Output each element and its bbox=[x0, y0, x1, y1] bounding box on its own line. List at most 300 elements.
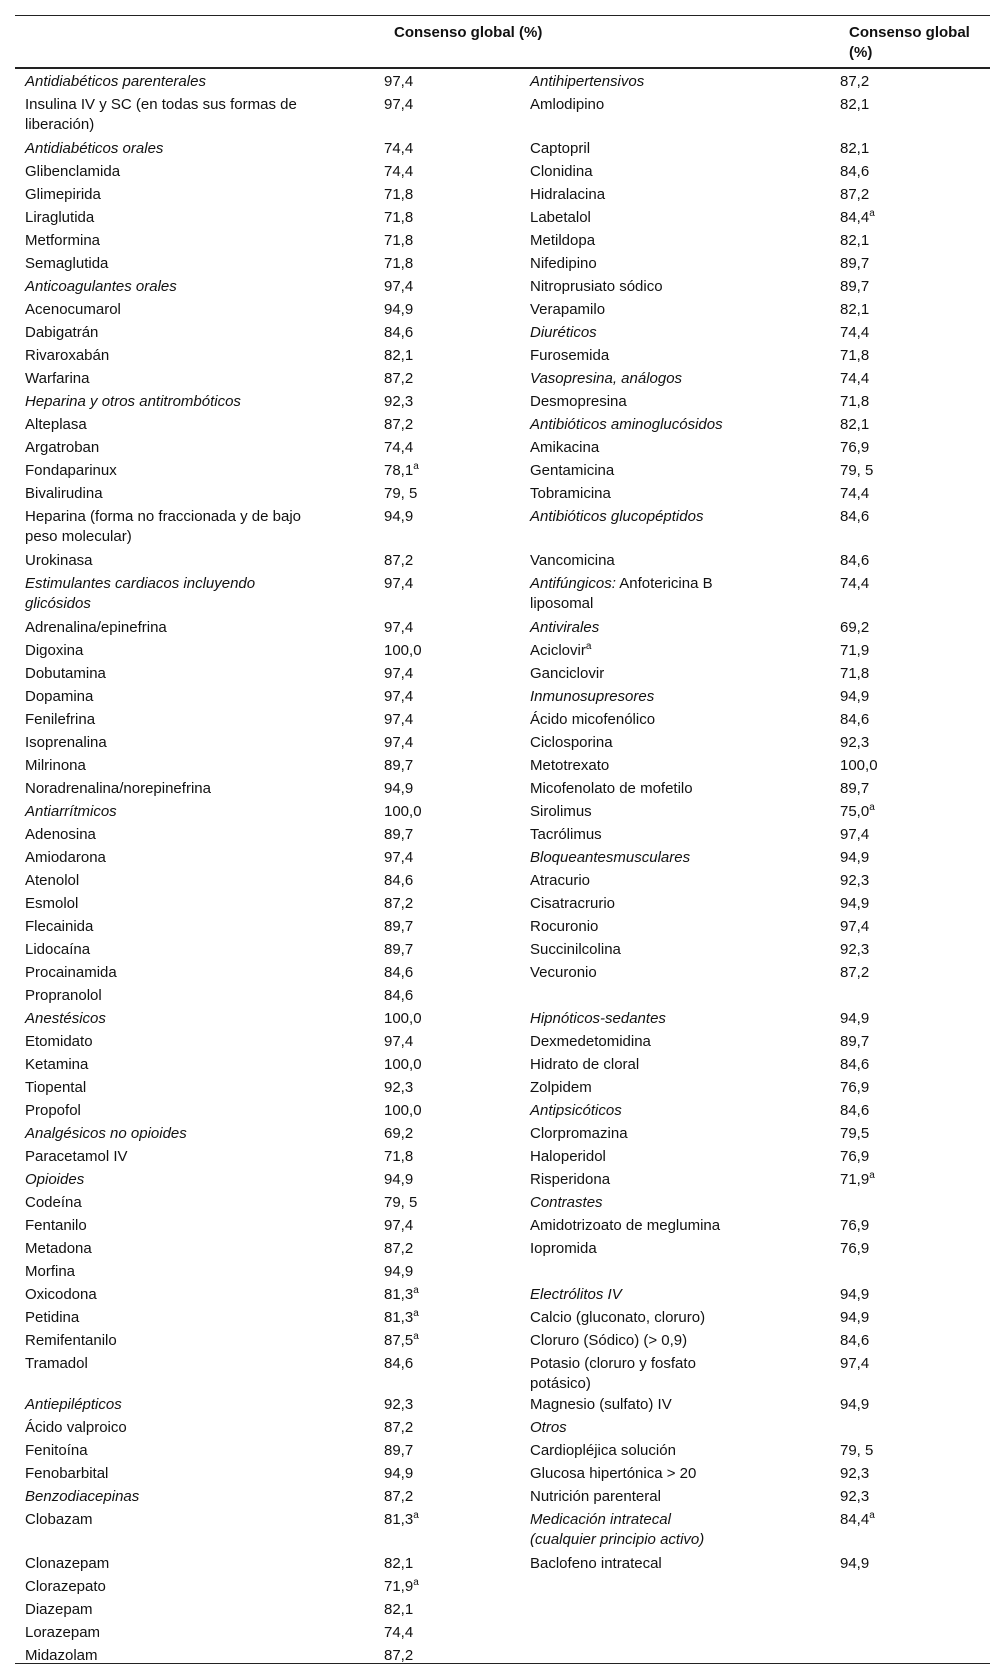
drug-label: Anfotericina B liposomal bbox=[530, 575, 713, 612]
drug-label: Morfina bbox=[25, 1263, 76, 1280]
consensus-percent: 100,0 bbox=[840, 757, 878, 774]
drug-name-right bbox=[530, 962, 840, 985]
consensus-value-right bbox=[840, 1599, 990, 1622]
drug-label: Tacrólimus bbox=[530, 826, 602, 843]
drug-name-text-wrap bbox=[25, 438, 325, 458]
consensus-value-right bbox=[840, 1054, 990, 1077]
drug-label: Argatroban bbox=[25, 439, 100, 456]
drug-name-text-wrap bbox=[25, 963, 325, 983]
table-row bbox=[15, 985, 990, 1008]
drug-name-right bbox=[530, 1622, 840, 1645]
drug-name-text-wrap bbox=[25, 254, 325, 274]
consensus-value-right bbox=[840, 709, 990, 732]
drug-name-text-wrap bbox=[530, 438, 740, 458]
consensus-value-left bbox=[384, 847, 530, 870]
consensus-percent: 82,1 bbox=[384, 1601, 414, 1618]
table-row bbox=[15, 893, 990, 916]
drug-name-right bbox=[530, 916, 840, 939]
drug-name-text-wrap bbox=[530, 277, 740, 297]
consensus-percent: 97,4 bbox=[384, 1217, 414, 1234]
table-row bbox=[15, 94, 990, 138]
consensus-percent: 84,6 bbox=[840, 1056, 870, 1073]
consensus-percent: 97,4 bbox=[384, 665, 414, 682]
drug-name-text-wrap bbox=[25, 1464, 325, 1484]
consensus-value-left bbox=[384, 732, 530, 755]
drug-label: Oxicodona bbox=[25, 1286, 97, 1303]
drug-name-text-wrap bbox=[25, 1354, 325, 1374]
drug-name-right bbox=[530, 1417, 840, 1440]
drug-name-right bbox=[530, 299, 840, 322]
consensus-value-right bbox=[840, 1645, 990, 1668]
drug-name-left bbox=[15, 276, 384, 299]
consensus-value-left bbox=[384, 1169, 530, 1192]
drug-name-right bbox=[530, 506, 840, 550]
category-label: Otros bbox=[530, 1419, 567, 1436]
consensus-percent: 100,0 bbox=[384, 1102, 422, 1119]
drug-name-left bbox=[15, 1553, 384, 1576]
category-label: Electrólitos IV bbox=[530, 1286, 622, 1303]
consensus-value-right bbox=[840, 1146, 990, 1169]
drug-label: Isoprenalina bbox=[25, 734, 107, 751]
table-row bbox=[15, 778, 990, 801]
consensus-percent: 82,1 bbox=[840, 96, 870, 113]
drug-name-text-wrap bbox=[25, 551, 325, 571]
consensus-value-left bbox=[384, 1100, 530, 1123]
drug-name-left bbox=[15, 755, 384, 778]
drug-name-text-wrap bbox=[530, 802, 740, 822]
footnote-marker: a bbox=[413, 1331, 419, 1342]
table-row bbox=[15, 640, 990, 663]
consensus-percent: 100,0 bbox=[384, 1056, 422, 1073]
drug-name-left bbox=[15, 1486, 384, 1509]
drug-label: Dobutamina bbox=[25, 665, 106, 682]
drug-name-right bbox=[530, 870, 840, 893]
drug-name-left bbox=[15, 1645, 384, 1668]
consensus-percent: 84,4 bbox=[840, 209, 870, 226]
drug-name-text-wrap bbox=[25, 1055, 325, 1075]
drug-name-text-wrap bbox=[530, 231, 740, 251]
consensus-value-left bbox=[384, 778, 530, 801]
drug-name-text-wrap bbox=[25, 1170, 325, 1190]
drug-name-left bbox=[15, 391, 384, 414]
drug-name-text-wrap bbox=[530, 1487, 740, 1507]
table-row bbox=[15, 391, 990, 414]
consensus-value-right bbox=[840, 299, 990, 322]
drug-label: Propofol bbox=[25, 1102, 81, 1119]
consensus-percent: 89,7 bbox=[840, 278, 870, 295]
consensus-value-left bbox=[384, 322, 530, 345]
category-label: Medicación intratecal (cualquier principio activo) bbox=[530, 1511, 705, 1548]
consensus-value-left bbox=[384, 1553, 530, 1576]
drug-name-left bbox=[15, 94, 384, 138]
header-consensus-left-label: Consenso global (%) bbox=[394, 24, 543, 41]
consensus-value-right bbox=[840, 322, 990, 345]
category-label: Diuréticos bbox=[530, 324, 597, 341]
drug-label: Remifentanilo bbox=[25, 1332, 117, 1349]
drug-name-left bbox=[15, 483, 384, 506]
drug-name-text-wrap bbox=[25, 1124, 325, 1144]
consensus-percent: 71,9 bbox=[384, 1578, 414, 1595]
consensus-percent: 79, 5 bbox=[840, 1442, 874, 1459]
drug-name-text-wrap bbox=[530, 848, 740, 868]
drug-name-text-wrap bbox=[530, 1078, 740, 1098]
consensus-percent: 87,2 bbox=[384, 370, 414, 387]
consensus-percent: 71,9 bbox=[840, 1171, 870, 1188]
consensus-value-left bbox=[384, 1463, 530, 1486]
drug-name-text-wrap bbox=[530, 323, 740, 343]
consensus-percent: 74,4 bbox=[840, 485, 870, 502]
drug-name-text-wrap bbox=[25, 1147, 325, 1167]
consensus-percent: 92,3 bbox=[840, 734, 870, 751]
consensus-value-right bbox=[840, 230, 990, 253]
consensus-percent: 76,9 bbox=[840, 1217, 870, 1234]
consensus-value-left bbox=[384, 617, 530, 640]
drug-label: Desmopresina bbox=[530, 393, 627, 410]
consensus-value-left bbox=[384, 1440, 530, 1463]
table-row bbox=[15, 1599, 990, 1622]
drug-label: Adenosina bbox=[25, 826, 96, 843]
drug-name-right bbox=[530, 686, 840, 709]
category-label: Vasopresina, análogos bbox=[530, 370, 683, 387]
drug-name-right bbox=[530, 437, 840, 460]
table-row bbox=[15, 1031, 990, 1054]
table-row bbox=[15, 1100, 990, 1123]
drug-name-text-wrap bbox=[25, 162, 325, 182]
table-header-rule bbox=[15, 67, 990, 69]
drug-label: Midazolam bbox=[25, 1647, 98, 1664]
drug-name-text-wrap bbox=[530, 1285, 740, 1305]
consensus-percent: 87,2 bbox=[840, 964, 870, 981]
footnote-marker: a bbox=[869, 1510, 875, 1521]
drug-label: Fondaparinux bbox=[25, 462, 117, 479]
drug-label: Zolpidem bbox=[530, 1079, 592, 1096]
consensus-value-left bbox=[384, 1599, 530, 1622]
drug-name-left bbox=[15, 939, 384, 962]
consensus-percent: 97,4 bbox=[840, 1355, 870, 1372]
drug-name-text-wrap bbox=[25, 1216, 325, 1236]
consensus-percent: 76,9 bbox=[840, 1240, 870, 1257]
consensus-value-right bbox=[840, 1330, 990, 1353]
consensus-value-left bbox=[384, 1261, 530, 1284]
consensus-value-left bbox=[384, 138, 530, 161]
drug-label: Potasio (cloruro y fosfato potásico) bbox=[530, 1355, 696, 1392]
drug-name-text-wrap bbox=[530, 687, 740, 707]
table-row bbox=[15, 1440, 990, 1463]
drug-name-text-wrap bbox=[25, 1285, 325, 1305]
footnote-marker: a bbox=[869, 1170, 875, 1181]
drug-name-text-wrap bbox=[530, 1308, 740, 1328]
drug-label: Calcio (gluconato, cloruro) bbox=[530, 1309, 706, 1326]
consensus-value-left bbox=[384, 663, 530, 686]
drug-label: Amikacina bbox=[530, 439, 600, 456]
consensus-value-left bbox=[384, 483, 530, 506]
drug-name-left bbox=[15, 71, 384, 94]
drug-name-text-wrap bbox=[530, 551, 740, 571]
drug-name-left bbox=[15, 1192, 384, 1215]
consensus-percent: 94,9 bbox=[840, 1396, 870, 1413]
drug-name-right bbox=[530, 368, 840, 391]
consensus-percent: 87,2 bbox=[384, 1240, 414, 1257]
drug-name-text-wrap bbox=[530, 369, 740, 389]
consensus-value-right bbox=[840, 1622, 990, 1645]
drug-name-text-wrap bbox=[25, 802, 325, 822]
drug-label: Flecainida bbox=[25, 918, 94, 935]
consensus-percent: 94,9 bbox=[384, 301, 414, 318]
drug-name-right bbox=[530, 617, 840, 640]
table-row bbox=[15, 1622, 990, 1645]
drug-name-right bbox=[530, 414, 840, 437]
consensus-value-right bbox=[840, 1307, 990, 1330]
drug-label: Aciclovir bbox=[530, 642, 586, 659]
drug-name-left bbox=[15, 1146, 384, 1169]
table-row bbox=[15, 483, 990, 506]
consensus-value-left bbox=[384, 94, 530, 138]
table-row bbox=[15, 1215, 990, 1238]
drug-name-left bbox=[15, 847, 384, 870]
drug-name-text-wrap bbox=[25, 1554, 325, 1574]
table-row bbox=[15, 1123, 990, 1146]
category-label: Anestésicos bbox=[25, 1010, 106, 1027]
consensus-value-right bbox=[840, 1553, 990, 1576]
footnote-marker: a bbox=[413, 461, 419, 472]
drug-name-text-wrap bbox=[530, 300, 740, 320]
drug-label: Dabigatrán bbox=[25, 324, 99, 341]
consensus-value-left bbox=[384, 1394, 530, 1417]
category-label: Antivirales bbox=[530, 619, 600, 636]
table-row bbox=[15, 506, 990, 550]
table-row bbox=[15, 345, 990, 368]
consensus-percent: 92,3 bbox=[840, 941, 870, 958]
consensus-value-left bbox=[384, 1146, 530, 1169]
drug-name-right bbox=[530, 1553, 840, 1576]
drug-name-right bbox=[530, 1008, 840, 1031]
consensus-percent: 94,9 bbox=[840, 1309, 870, 1326]
category-label: Anticoagulantes orales bbox=[25, 278, 177, 295]
category-label: Bloqueantesmusculares bbox=[530, 849, 691, 866]
drug-name-left bbox=[15, 184, 384, 207]
table-row bbox=[15, 573, 990, 617]
drug-name-right bbox=[530, 1307, 840, 1330]
consensus-percent: 79, 5 bbox=[384, 485, 418, 502]
consensus-value-right bbox=[840, 847, 990, 870]
drug-name-text-wrap bbox=[530, 733, 740, 753]
drug-name-text-wrap bbox=[25, 1418, 325, 1438]
consensus-percent: 100,0 bbox=[384, 803, 422, 820]
consensus-value-left bbox=[384, 1284, 530, 1307]
consensus-value-right bbox=[840, 573, 990, 617]
drug-name-left bbox=[15, 1077, 384, 1100]
table-row bbox=[15, 161, 990, 184]
drug-name-left bbox=[15, 778, 384, 801]
consensus-value-right bbox=[840, 1008, 990, 1031]
footnote-marker: a bbox=[413, 1577, 419, 1588]
drug-name-left bbox=[15, 299, 384, 322]
consensus-percent: 87,5 bbox=[384, 1332, 414, 1349]
drug-label: Adrenalina/epinefrina bbox=[25, 619, 167, 636]
consensus-value-left bbox=[384, 1054, 530, 1077]
consensus-value-right bbox=[840, 1463, 990, 1486]
consensus-value-left bbox=[384, 1645, 530, 1668]
category-label: Antibióticos aminoglucósidos bbox=[530, 416, 723, 433]
drug-name-left bbox=[15, 1008, 384, 1031]
consensus-percent: 94,9 bbox=[840, 895, 870, 912]
drug-name-text-wrap bbox=[25, 1308, 325, 1328]
category-label: Heparina y otros antitrombóticos bbox=[25, 393, 241, 410]
drug-name-left bbox=[15, 1215, 384, 1238]
drug-label: Tramadol bbox=[25, 1355, 88, 1372]
drug-name-text-wrap bbox=[530, 641, 740, 661]
consensus-value-right bbox=[840, 1192, 990, 1215]
header-consensus-right bbox=[849, 23, 990, 63]
drug-label: Dopamina bbox=[25, 688, 94, 705]
consensus-value-left bbox=[384, 640, 530, 663]
drug-label: Lidocaína bbox=[25, 941, 91, 958]
consensus-value-right bbox=[840, 345, 990, 368]
drug-label: Fentanilo bbox=[25, 1217, 87, 1234]
drug-label: Digoxina bbox=[25, 642, 84, 659]
drug-name-text-wrap bbox=[25, 641, 325, 661]
drug-name-left bbox=[15, 686, 384, 709]
drug-label: Diazepam bbox=[25, 1601, 93, 1618]
drug-name-left bbox=[15, 1330, 384, 1353]
drug-name-right bbox=[530, 573, 840, 617]
consensus-value-left bbox=[384, 207, 530, 230]
consensus-percent: 84,6 bbox=[384, 964, 414, 981]
consensus-value-right bbox=[840, 824, 990, 847]
drug-label: Amlodipino bbox=[530, 96, 605, 113]
drug-name-text-wrap bbox=[25, 185, 325, 205]
drug-name-right bbox=[530, 801, 840, 824]
drug-name-right bbox=[530, 322, 840, 345]
drug-label: Ácido micofenólico bbox=[530, 711, 656, 728]
consensus-percent: 97,4 bbox=[384, 688, 414, 705]
drug-name-text-wrap bbox=[25, 894, 325, 914]
drug-name-right bbox=[530, 1330, 840, 1353]
drug-label: Clonidina bbox=[530, 163, 593, 180]
drug-name-text-wrap bbox=[25, 95, 325, 135]
drug-name-left bbox=[15, 1123, 384, 1146]
consensus-value-left bbox=[384, 824, 530, 847]
drug-name-right bbox=[530, 1031, 840, 1054]
category-label: Antiarrítmicos bbox=[25, 803, 117, 820]
consensus-percent: 78,1 bbox=[384, 462, 414, 479]
consensus-percent: 94,9 bbox=[384, 1171, 414, 1188]
consensus-percent: 92,3 bbox=[840, 872, 870, 889]
consensus-percent: 94,9 bbox=[840, 688, 870, 705]
drug-name-text-wrap bbox=[530, 1395, 740, 1415]
consensus-percent: 74,4 bbox=[840, 324, 870, 341]
consensus-value-right bbox=[840, 1440, 990, 1463]
drug-label: Metildopa bbox=[530, 232, 596, 249]
table-row bbox=[15, 732, 990, 755]
consensus-value-right bbox=[840, 368, 990, 391]
table-row bbox=[15, 870, 990, 893]
drug-name-text-wrap bbox=[25, 1078, 325, 1098]
drug-label: Atracurio bbox=[530, 872, 591, 889]
table-row bbox=[15, 1192, 990, 1215]
drug-name-text-wrap bbox=[530, 574, 740, 614]
consensus-value-left bbox=[384, 253, 530, 276]
drug-label: Tiopental bbox=[25, 1079, 87, 1096]
consensus-value-right bbox=[840, 138, 990, 161]
table-row bbox=[15, 1054, 990, 1077]
consensus-value-left bbox=[384, 686, 530, 709]
consensus-value-right bbox=[840, 1123, 990, 1146]
drug-name-text-wrap bbox=[530, 1101, 740, 1121]
consensus-percent: 87,2 bbox=[840, 73, 870, 90]
consensus-value-right bbox=[840, 1169, 990, 1192]
consensus-value-left bbox=[384, 573, 530, 617]
drug-label: Cisatracrurio bbox=[530, 895, 616, 912]
consensus-value-right bbox=[840, 939, 990, 962]
drug-name-text-wrap bbox=[25, 574, 325, 614]
consensus-percent: 84,4 bbox=[840, 1511, 870, 1528]
drug-name-text-wrap bbox=[25, 346, 325, 366]
table-row bbox=[15, 276, 990, 299]
consensus-value-right bbox=[840, 94, 990, 138]
category-label: Estimulantes cardiacos incluyendo glicósidos bbox=[25, 575, 256, 612]
table-row bbox=[15, 207, 990, 230]
consensus-value-left bbox=[384, 801, 530, 824]
drug-name-text-wrap bbox=[530, 185, 740, 205]
drug-name-text-wrap bbox=[530, 162, 740, 182]
table-row bbox=[15, 801, 990, 824]
consensus-percent: 87,2 bbox=[840, 186, 870, 203]
consensus-value-right bbox=[840, 1394, 990, 1417]
consensus-percent: 71,8 bbox=[840, 665, 870, 682]
drug-label: Liraglutida bbox=[25, 209, 95, 226]
table-row bbox=[15, 824, 990, 847]
drug-name-text-wrap bbox=[530, 1464, 740, 1484]
drug-name-text-wrap bbox=[530, 1147, 740, 1167]
drug-label: Vancomicina bbox=[530, 552, 615, 569]
drug-label: Metformina bbox=[25, 232, 101, 249]
consensus-value-left bbox=[384, 1238, 530, 1261]
drug-name-text-wrap bbox=[530, 484, 740, 504]
consensus-value-left bbox=[384, 276, 530, 299]
consensus-percent: 92,3 bbox=[384, 393, 414, 410]
drug-name-left bbox=[15, 368, 384, 391]
consensus-percent: 97,4 bbox=[840, 826, 870, 843]
drug-name-right bbox=[530, 640, 840, 663]
drug-label: Clorpromazina bbox=[530, 1125, 628, 1142]
table-row bbox=[15, 138, 990, 161]
consensus-percent: 87,2 bbox=[384, 895, 414, 912]
consensus-value-right bbox=[840, 460, 990, 483]
drug-name-right bbox=[530, 1599, 840, 1622]
consensus-percent: 92,3 bbox=[840, 1465, 870, 1482]
drug-name-text-wrap bbox=[530, 1124, 740, 1144]
consensus-value-right bbox=[840, 71, 990, 94]
consensus-percent: 89,7 bbox=[384, 941, 414, 958]
drug-name-left bbox=[15, 1576, 384, 1599]
consensus-percent: 71,8 bbox=[384, 255, 414, 272]
table-row bbox=[15, 1238, 990, 1261]
drug-label: Baclofeno intratecal bbox=[530, 1555, 662, 1572]
drug-name-right bbox=[530, 483, 840, 506]
consensus-percent: 100,0 bbox=[384, 642, 422, 659]
drug-label: Atenolol bbox=[25, 872, 80, 889]
drug-name-text-wrap bbox=[25, 369, 325, 389]
drug-label: Gentamicina bbox=[530, 462, 615, 479]
table-row bbox=[15, 1146, 990, 1169]
footnote-marker: a bbox=[869, 802, 875, 813]
consensus-percent: 79, 5 bbox=[384, 1194, 418, 1211]
drug-name-text-wrap bbox=[530, 1510, 740, 1550]
drug-label: Urokinasa bbox=[25, 552, 93, 569]
drug-name-right bbox=[530, 1394, 840, 1417]
consensus-percent: 97,4 bbox=[384, 96, 414, 113]
